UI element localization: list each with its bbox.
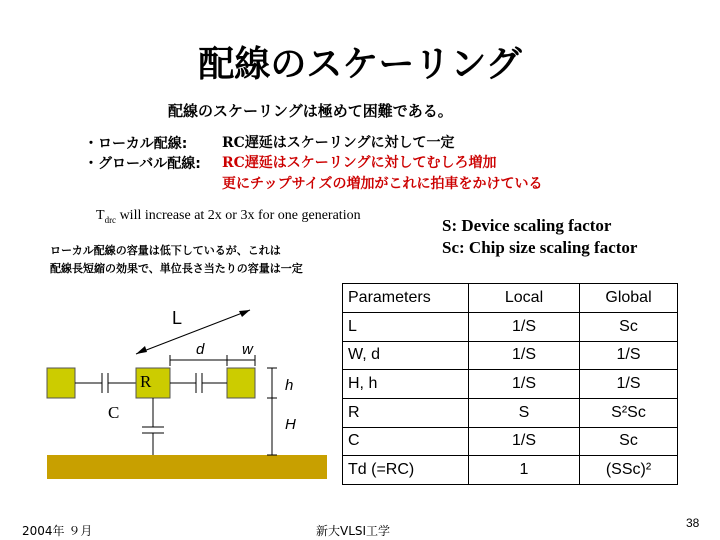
header-local: Local xyxy=(469,284,580,313)
global-wiring-text-2: 更にチップサイズの増加がこれに拍車をかけている xyxy=(222,176,543,192)
page-number: 38 xyxy=(686,516,700,530)
footer-organization: 新大VLSI工学 xyxy=(316,524,391,538)
table-cell: Sc xyxy=(580,427,678,456)
substrate-layer xyxy=(47,455,327,479)
label-H: H xyxy=(285,416,296,433)
label-h: h xyxy=(285,377,294,394)
tdrc-symbol: T xyxy=(96,208,105,223)
device-scaling-factor: S: Device scaling factor xyxy=(442,216,612,235)
slide-title: 配線のスケーリング xyxy=(198,44,522,85)
table-cell: S xyxy=(469,398,580,427)
table-row xyxy=(343,456,678,485)
global-wiring-text: RC遅延はスケーリングに対してむしろ増加 xyxy=(222,155,497,171)
tdrc-subscript: drc xyxy=(104,214,117,225)
local-wiring-label: ・ローカル配線: xyxy=(84,136,188,152)
table-cell: C xyxy=(343,427,469,456)
table-cell: 1/S xyxy=(469,370,580,399)
table-cell: H, h xyxy=(343,370,469,399)
label-L: L xyxy=(172,308,183,328)
table-cell: 1/S xyxy=(469,341,580,370)
label-d: d xyxy=(196,341,205,358)
table-cell: Sc xyxy=(580,313,678,342)
header-global: Global xyxy=(580,284,678,313)
table-cell: W, d xyxy=(343,341,469,370)
table-cell: S²Sc xyxy=(580,398,678,427)
table-cell: 1/S xyxy=(469,427,580,456)
footer-date: 2004年 ９月 xyxy=(22,524,93,538)
table-cell: Td (=RC) xyxy=(343,456,469,485)
table-row xyxy=(343,370,678,399)
tdrc-text: will increase at 2x or 3x for one generation xyxy=(116,208,361,223)
table-cell: 1/S xyxy=(469,313,580,342)
table-cell: L xyxy=(343,313,469,342)
label-R: R xyxy=(140,372,152,391)
label-C: C xyxy=(108,403,120,422)
table-row xyxy=(343,427,678,456)
capacitance-note-2: 配線長短縮の効果で、単位長さ当たりの容量は一定 xyxy=(50,262,303,275)
scaling-parameters-table xyxy=(342,283,678,485)
table-cell: 1 xyxy=(469,456,580,485)
local-wiring-text: RC遅延はスケーリングに対して一定 xyxy=(222,135,455,151)
table-cell: 1/S xyxy=(580,370,678,399)
table-cell: (SSc)² xyxy=(580,456,678,485)
slide-subtitle: 配線のスケーリングは極めて困難である。 xyxy=(168,102,453,120)
table-row xyxy=(343,341,678,370)
label-w: w xyxy=(242,341,253,358)
table-row xyxy=(343,313,678,342)
table-row xyxy=(343,398,678,427)
wire-block-right xyxy=(227,368,255,398)
chip-scaling-factor: Sc: Chip size scaling factor xyxy=(442,238,638,257)
table-header-row xyxy=(343,284,678,313)
global-wiring-label: ・グローバル配線: xyxy=(84,156,201,172)
capacitance-note-1: ローカル配線の容量は低下しているが、これは xyxy=(50,244,281,257)
table-cell: R xyxy=(343,398,469,427)
header-parameters: Parameters xyxy=(343,284,469,313)
wire-block-left xyxy=(47,368,75,398)
table-cell: 1/S xyxy=(580,341,678,370)
